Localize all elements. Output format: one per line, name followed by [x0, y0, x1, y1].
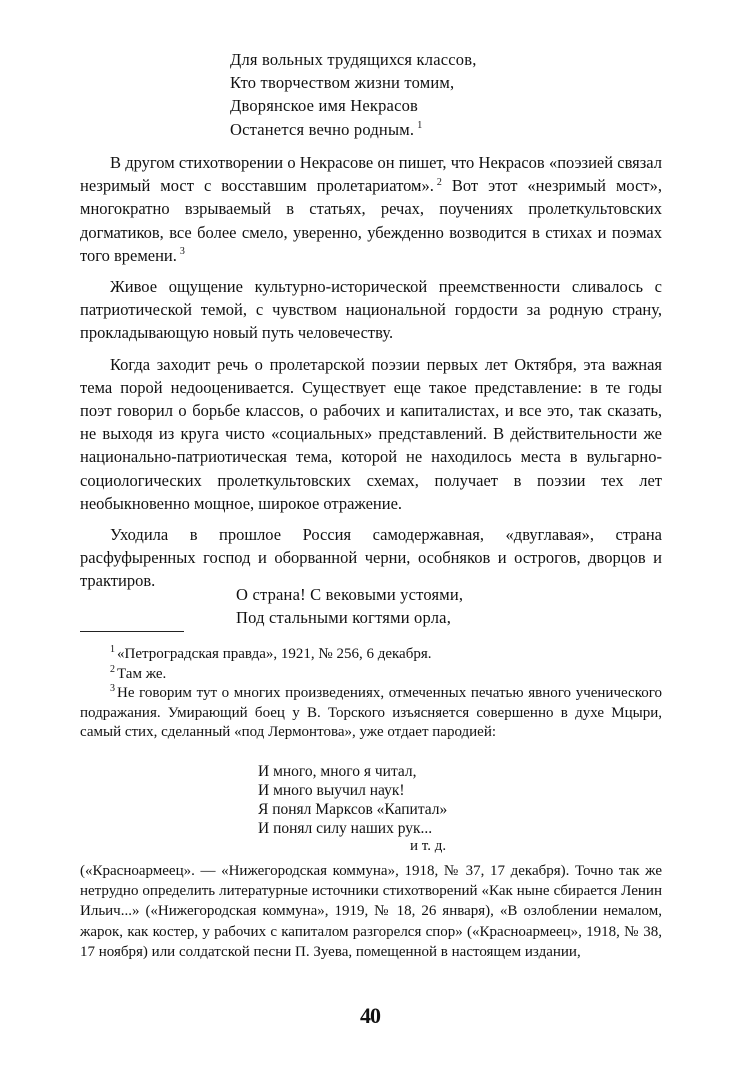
footnote-marker: 3	[179, 246, 185, 258]
page-number: 40	[360, 1003, 380, 1028]
epigraph-verse	[230, 48, 477, 141]
footnote: $^1$ «Петроградская правда», 1921, № 256, 6 декабря.	[110, 644, 432, 662]
footnote-divider	[80, 631, 184, 632]
footnote-marker: 2	[436, 176, 442, 188]
paragraph: Живое ощущение культурно-исторической преемственности сливалось с патриотической темой, с чувством национальной гордости за родную страну, прокладывающую новый путь человечеству.	[80, 277, 662, 343]
paragraph: В другом стихотворении о Некрасове он пишет, что Некрасов «поэзией связал незримый мост с восставшим пролетариатом». $^2$ Вот этот «незримый мост», многократно взрываемый в статьях, речах, поучениях пролеткультовских догматиков, все более смело, уверенно, убежденно возводится в стихах и поэмах того времени. $^3$	[80, 153, 662, 265]
main-text	[80, 151, 662, 601]
footnote-marker: 1	[417, 120, 423, 132]
footnotes	[80, 645, 662, 743]
verse-line: И много выучил наук!	[258, 782, 405, 799]
epigraph-line: Останется вечно родным. $^1$	[230, 119, 423, 139]
verse-line: О страна! С вековыми устоями,	[236, 585, 464, 604]
quoted-verse	[236, 583, 463, 629]
footnote: $^2$ Там же.	[110, 663, 167, 682]
paragraph: Когда заходит речь о пролетарской поэзии первых лет Октября, эта важная тема порой недооценивается. Существует еще такое представление: в те годы поэт говорил о борьбе классов, о рабочих и капиталистах, и все это, так сказать, не выходя из круга чисто «социальных» представлений. В действительности же национально-патриотическая тема, которой не находилось места в вульгарно-социологических пролеткультовских схемах, получает в поэзии тех лет необыкновенно мощное, широкое отражение.	[80, 354, 662, 513]
verse-line: Я понял Марксов «Капитал»	[258, 801, 448, 818]
footnote: $^3$ Не говорим тут о многих произведениях, отмеченных печатью явного ученического подражания. Умирающий боец у В. Торского изъясняется совершенно в духе Мцыри, самый стих, сделанный «под Лермонтова», уже отдает пародией:	[80, 683, 662, 741]
verse-line: И понял силу наших рук...	[258, 820, 433, 837]
paragraph: Уходила в прошлое Россия самодержавная, «двуглавая», страна расфуфыренных господ и оборванной черни, особняков и острогов, дворцов и трактиров.	[80, 525, 662, 591]
footnote-etc: и т. д.	[410, 838, 447, 854]
verse-line: И много, много я читал,	[258, 763, 417, 780]
verse-line: Под стальными когтями орла,	[236, 608, 452, 628]
epigraph-line: Дворянское имя Некрасов	[230, 96, 419, 116]
epigraph-line: Кто творчеством жизни томим,	[230, 73, 455, 93]
footnote-continuation: («Красноармеец». — «Нижегородская коммуна», 1918, № 37, 17 декабря). Точно так же нетрудно определить литературные источники стихотворений «Как ныне сбирается Ленин Ильич...» («Нижегородская коммуна», 1919, № 18, 26 января), «В озлоблении немалом, жарок, как костер, у рабочих с капиталом разгорелся спор» («Красноармеец», 1918, № 38, 17 ноября) или солдатской песни П. Зуева, помещенной в настоящем издании,	[80, 863, 662, 960]
footnote-verse	[258, 762, 447, 838]
epigraph-line: Для вольных трудящихся классов,	[230, 50, 477, 69]
